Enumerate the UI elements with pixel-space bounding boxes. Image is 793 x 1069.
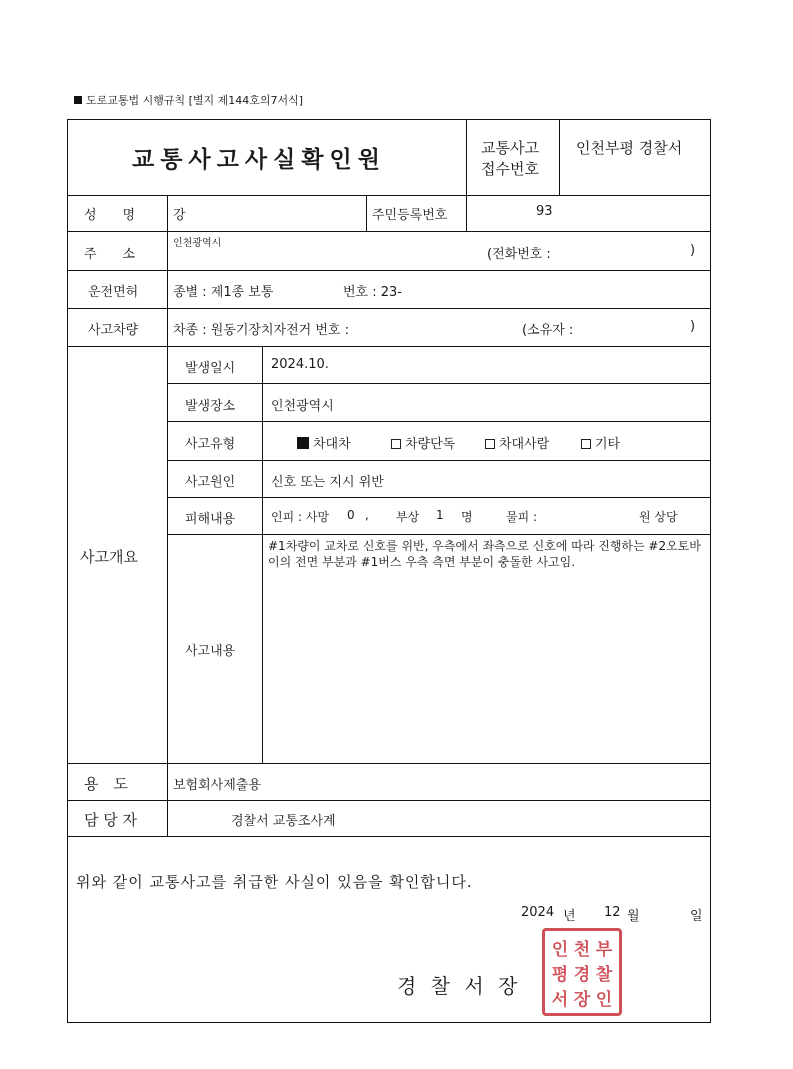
- purpose-label: 용 도: [84, 775, 128, 793]
- damage-property-unit: 원 상당: [639, 510, 678, 524]
- seal-glyph: 찰: [595, 965, 613, 985]
- checkbox-checked-icon: [297, 437, 309, 449]
- seal-glyph: 인: [595, 990, 613, 1010]
- license-label: 운전면허: [88, 285, 139, 300]
- square-bullet-icon: [74, 96, 82, 104]
- damage-injured-unit: 명: [461, 510, 473, 524]
- damage-injured: 1: [436, 508, 444, 522]
- date-month: 12: [604, 905, 621, 920]
- damage-deaths: 0: [347, 508, 355, 522]
- license-number: 번호 : 23-: [343, 285, 402, 300]
- damage-label: 피해내용: [185, 512, 236, 527]
- phone-close: ): [690, 243, 696, 258]
- form-header-note: [74, 92, 303, 108]
- seal-glyph: 천: [573, 940, 591, 960]
- officer-label: 담 당 자: [84, 811, 138, 829]
- seal-glyph: 경: [573, 965, 591, 985]
- form-reference: 도로교통법 시행규칙 [별지 제144호의7서식]: [86, 94, 304, 107]
- address-value: 인천광역시: [173, 238, 222, 249]
- owner-close: ): [690, 319, 696, 334]
- officer-value: 경찰서 교통조사계: [231, 814, 336, 829]
- date-year: 2024: [521, 905, 555, 920]
- date-month-unit: 월: [627, 909, 640, 924]
- type-option-single-vehicle: 차량단독: [391, 433, 455, 452]
- checkbox-empty-icon: [391, 439, 401, 449]
- damage-comma: ,: [365, 508, 369, 522]
- type-label: 사고유형: [185, 437, 236, 452]
- receipt-office: 인천부평 경찰서: [576, 139, 683, 157]
- date-year-unit: 년: [563, 909, 576, 924]
- phone-label: (전화번호 :: [487, 247, 551, 262]
- overview-label: 사고개요: [80, 548, 138, 566]
- name-label: 성 명: [84, 208, 136, 223]
- checkbox-empty-icon: [581, 439, 591, 449]
- content-text: #1차량이 교차로 신호를 위반, 우측에서 좌측으로 신호에 따라 진행하는 #2오토바이의 전면 부분과 #1버스 우측 측면 부분이 충돌한 사고임.: [268, 539, 701, 569]
- occurred-at-label: 발생일시: [185, 361, 236, 376]
- resident-id-label: 주민등록번호: [372, 208, 448, 223]
- receipt-label-line2: 접수번호: [481, 160, 539, 178]
- confirm-text: 위와 같이 교통사고를 취급한 사실이 있음을 확인합니다.: [76, 873, 473, 891]
- purpose-value: 보험회사제출용: [173, 778, 261, 793]
- vehicle-label: 사고차량: [88, 323, 139, 338]
- form-title: 교통사고사실확인원: [132, 147, 386, 173]
- type-option-car-to-car: 차대차: [297, 433, 351, 452]
- content-label: 사고내용: [185, 644, 236, 659]
- damage-property-label: 물피 :: [506, 510, 538, 524]
- address-label: 주 소: [84, 247, 136, 262]
- seal-glyph: 부: [595, 940, 613, 960]
- seal-glyph: 인: [551, 940, 569, 960]
- name-value: 강: [173, 208, 186, 223]
- seal-glyph: 평: [551, 965, 569, 985]
- type-option-other: 기타: [581, 433, 620, 452]
- place-value: 인천광역시: [271, 399, 334, 414]
- resident-id-value: 93: [536, 204, 553, 219]
- signer: 경 찰 서 장: [397, 974, 522, 998]
- owner-label: (소유자 :: [522, 323, 574, 338]
- cause-value: 신호 또는 지시 위반: [271, 475, 384, 490]
- seal-glyph: 장: [573, 990, 591, 1010]
- damage-injury-prefix: 인피 : 사망: [271, 510, 330, 524]
- place-label: 발생장소: [185, 399, 236, 414]
- vehicle-kind: 차종 : 원동기장치자전거 번호 :: [173, 323, 349, 338]
- checkbox-empty-icon: [485, 439, 495, 449]
- cause-label: 사고원인: [185, 475, 236, 490]
- license-type: 종별 : 제1종 보통: [173, 285, 274, 300]
- occurred-at-value: 2024.10.: [271, 357, 329, 372]
- official-seal-stamp: [542, 928, 622, 1016]
- damage-injured-label: 부상: [396, 510, 420, 524]
- type-option-car-to-person: 차대사람: [485, 433, 549, 452]
- seal-glyph: 서: [551, 990, 569, 1010]
- receipt-label-line1: 교통사고: [481, 139, 539, 157]
- date-day-unit: 일: [690, 909, 703, 924]
